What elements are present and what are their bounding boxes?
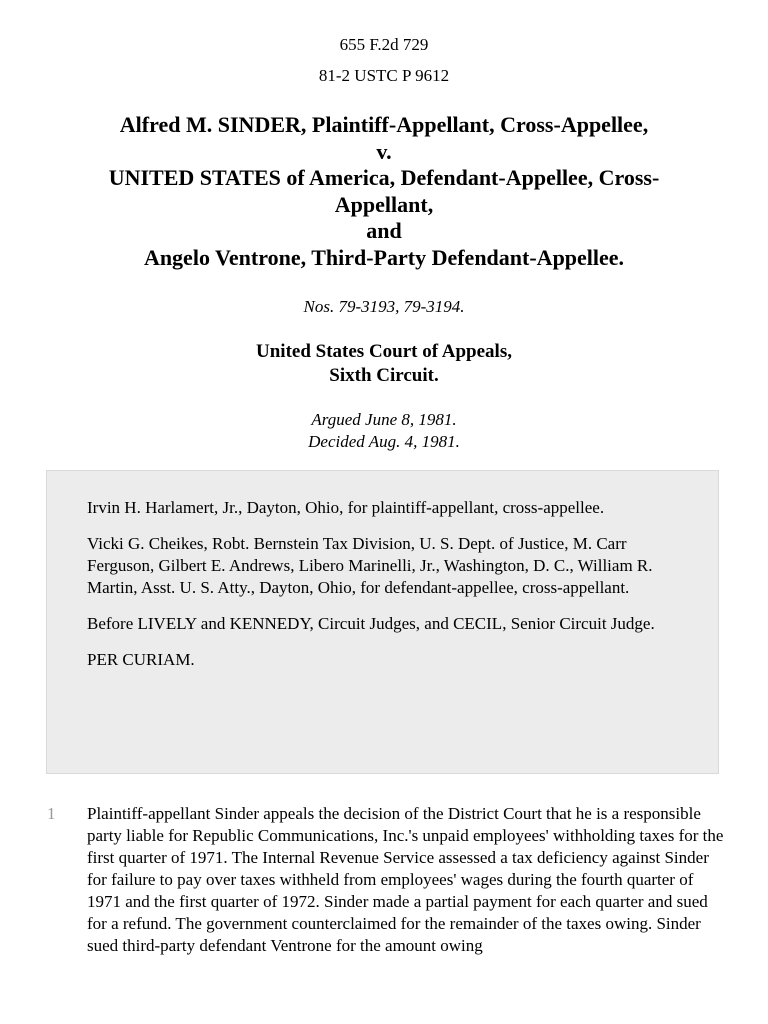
case-caption: [40, 112, 728, 271]
caption-and: and: [366, 218, 402, 243]
citation-reporter: 655 F.2d 729: [339, 35, 429, 54]
judges-panel: Before LIVELY and KENNEDY, Circuit Judges, and CECIL, Senior Circuit Judge.: [87, 614, 655, 633]
court-name-line1: United States Court of Appeals,: [256, 341, 512, 362]
decided-date: Decided Aug. 4, 1981.: [308, 432, 460, 451]
caption-plaintiff: Alfred M. SINDER, Plaintiff-Appellant, Cross-Appellee,: [119, 112, 649, 137]
court-name-line2: Sixth Circuit.: [329, 365, 439, 386]
per-curiam: PER CURIAM.: [87, 650, 195, 669]
counsel-defendant: Vicki G. Cheikes, Robt. Bernstein Tax Division, U. S. Dept. of Justice, M. Carr Ferguson, Gilbert E. Andrews, Libero Marinelli, Jr., Washington, D. C., William R. Martin, Asst. U. S. Atty., Dayton, Ohio, for defendant-appellee, cross-appellant.: [87, 534, 653, 597]
case-dates: [0, 409, 768, 453]
caption-versus: v.: [376, 138, 392, 164]
court-name: [0, 340, 768, 388]
docket-numbers: Nos. 79-3193, 79-3194.: [303, 297, 465, 316]
paragraph-number: 1: [47, 804, 56, 823]
counsel-panel: [46, 470, 719, 774]
caption-defendant-line2: Appellant,: [334, 191, 434, 217]
argued-date: Argued June 8, 1981.: [311, 410, 457, 429]
caption-defendant-line1: UNITED STATES of America, Defendant-Appellee, Cross-: [108, 165, 660, 190]
counsel-plaintiff: Irvin H. Harlamert, Jr., Dayton, Ohio, for plaintiff-appellant, cross-appellee.: [87, 498, 605, 517]
paragraph-text: Plaintiff-appellant Sinder appeals the decision of the District Court that he is a responsible party liable for Republic Communications, Inc.'s unpaid employees' withholding taxes for the first quarter of 1971. The Internal Revenue Service assessed a tax deficiency against Sinder for failure to pay over taxes withheld from employees' wages during the fourth quarter of 1971 and the first quarter of 1972. Sinder made a partial payment for each quarter and sued for a refund. The government counterclaimed for the remainder of the taxes owing. Sinder sued third-party defendant Ventrone for the amount owing: [87, 804, 724, 955]
citation-tax-reporter: 81-2 USTC P 9612: [318, 66, 450, 85]
caption-third-party: Angelo Ventrone, Third-Party Defendant-Appellee.: [143, 244, 625, 270]
